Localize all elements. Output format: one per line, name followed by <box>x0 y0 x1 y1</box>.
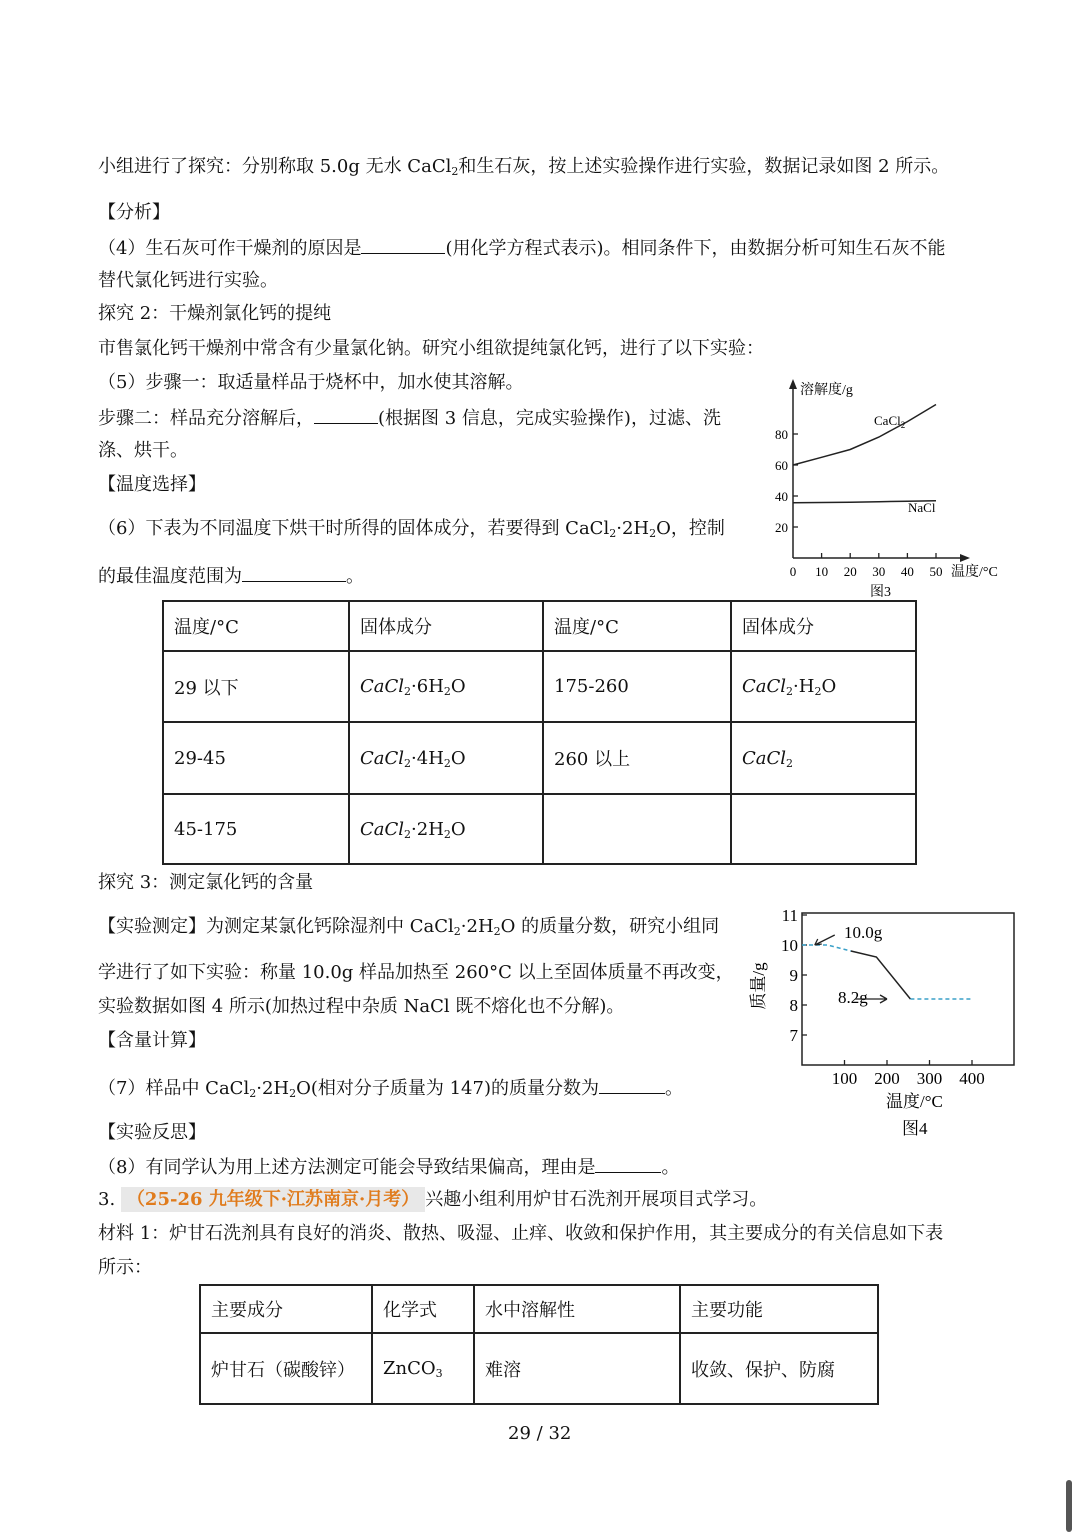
answer-blank[interactable] <box>361 235 445 254</box>
step-2: 步骤二：样品充分溶解后， (根据图 3 信息，完成实验操作)，过滤、洗 <box>98 405 721 431</box>
y-tick-label: 20 <box>775 520 788 535</box>
table-header: 水中溶解性 <box>474 1285 680 1333</box>
table-cell: 收敛、保护、防腐 <box>680 1333 878 1404</box>
table-cell: 29 以下 <box>163 651 349 722</box>
scrollbar[interactable] <box>1066 1480 1072 1532</box>
figure-4-chart <box>740 900 1030 1145</box>
step-2-cont: 涤、烘干。 <box>98 440 188 461</box>
x-tick-label: 200 <box>874 1069 900 1088</box>
y-axis-label: 质量/g <box>749 962 768 1010</box>
answer-blank[interactable] <box>599 1075 665 1094</box>
table-row <box>200 1333 878 1404</box>
y-tick-label: 9 <box>789 966 798 985</box>
x-tick-label: 0 <box>789 564 797 579</box>
question-6-cont: 的最佳温度范围为 。 <box>98 563 364 589</box>
x-axis-label: 温度/°C <box>951 565 998 580</box>
ingredient-table <box>199 1284 879 1405</box>
analysis-heading: 【分析】 <box>98 202 170 223</box>
table-cell: 难溶 <box>474 1333 680 1404</box>
measurement-line-2: 学进行了如下实验：称量 10.0g 样品加热至 260°C 以上至固体质量不再改变， <box>98 962 734 983</box>
table-header: 化学式 <box>372 1285 474 1333</box>
series-label-nacl: NaCl <box>908 500 936 515</box>
mass-curve-dashed-start <box>802 945 851 951</box>
reflection-heading: 【实验反思】 <box>98 1122 206 1143</box>
question-8: （8）有同学认为用上述方法测定可能会导致结果偏高，理由是 。 <box>98 1154 679 1180</box>
source-tag[interactable]: （25-26 九年级下·江苏南京·月考） <box>121 1187 425 1212</box>
table-header: 温度/°C <box>163 601 349 651</box>
explore-2-desc: 市售氯化钙干燥剂中常含有少量氯化钠。研究小组欲提纯氯化钙，进行了以下实验： <box>98 338 764 359</box>
table-cell: $CaCl_2\cdot 4H_2O$ <box>349 722 543 794</box>
calc-heading: 【含量计算】 <box>98 1030 206 1051</box>
x-tick-label: 100 <box>831 1069 858 1088</box>
table-header: 主要功能 <box>680 1285 878 1333</box>
question-5: （5）步骤一：取适量样品于烧杯中，加水使其溶解。 <box>98 372 524 393</box>
table-header-row <box>163 601 916 651</box>
y-tick-label: 11 <box>781 906 798 925</box>
table-cell: 29-45 <box>163 722 349 794</box>
series-line-cacl2 <box>793 405 936 466</box>
y-tick-label: 7 <box>789 1026 798 1045</box>
x-tick-label: 30 <box>872 564 886 579</box>
x-axis-arrow <box>960 554 970 562</box>
annotation-10g: 10.0g <box>844 923 883 942</box>
table-cell <box>731 794 916 864</box>
x-tick-label: 300 <box>916 1069 943 1088</box>
question-4: （4）生石灰可作干燥剂的原因是 (用化学方程式表示)。相同条件下，由数据分析可知生石灰不能 <box>98 235 946 261</box>
x-tick-label: 20 <box>843 564 857 579</box>
explore-2-title: 探究 2：干燥剂氯化钙的提纯 <box>98 303 332 324</box>
page-number: 29 / 32 <box>508 1423 572 1444</box>
temperature-table <box>162 600 917 865</box>
x-tick-label: 400 <box>959 1069 985 1088</box>
table-cell: 260 以上 <box>543 722 731 794</box>
table-cell: $CaCl_2\cdot 2H_2O$ <box>349 794 543 864</box>
table-row <box>163 651 916 722</box>
question-3: 3. （25-26 九年级下·江苏南京·月考） 兴趣小组利用炉甘石洗剂开展项目式学习。 <box>98 1189 768 1210</box>
measurement-line: 【实验测定】为测定某氯化钙除湿剂中 $CaCl_2\cdot 2H_2O$ 的质量分数，研究小组同 <box>98 916 720 938</box>
answer-blank[interactable] <box>595 1154 661 1173</box>
table-cell: 炉甘石（碳酸锌） <box>200 1333 372 1404</box>
measurement-line-3: 实验数据如图 4 所示(加热过程中杂质 NaCl 既不熔化也不分解)。 <box>98 996 625 1017</box>
x-tick-label: 40 <box>900 564 914 579</box>
y-axis-label: 溶解度/g <box>800 383 853 398</box>
annotation-arrow <box>815 935 835 945</box>
series-label-cacl2: CaCl$_2$ <box>874 413 906 430</box>
table-header: 主要成分 <box>200 1285 372 1333</box>
intro-line: 小组进行了探究：分别称取 5.0g 无水 CaCl$_2$和生石灰，按上述实验操作进行实验，数据记录如图 2 所示。 <box>98 156 950 178</box>
answer-blank[interactable] <box>242 563 346 582</box>
table-row <box>163 722 916 794</box>
question-6: （6）下表为不同温度下烘干时所得的固体成分，若要得到 $CaCl_2\cdot 2H_2O$，控制 <box>98 518 725 540</box>
y-tick-label: 8 <box>789 996 798 1015</box>
annotation-8-2g: 8.2g <box>838 988 868 1007</box>
x-axis-label: 温度/°C <box>886 1092 943 1111</box>
y-axis-arrow <box>789 379 797 389</box>
figure-4-caption: 图4 <box>902 1119 928 1138</box>
question-7: （7）样品中 $CaCl_2\cdot 2H_2O$(相对分子质量为 147)的质量分数为 。 <box>98 1075 683 1101</box>
explore-3-title: 探究 3：测定氯化钙的含量 <box>98 872 314 893</box>
y-tick-label: 80 <box>775 427 788 442</box>
table-cell <box>543 794 731 864</box>
table-header: 固体成分 <box>349 601 543 651</box>
question-4-cont: 替代氯化钙进行实验。 <box>98 270 278 291</box>
table-row <box>163 794 916 864</box>
table-cell: $CaCl_2\cdot 6H_2O$ <box>349 651 543 722</box>
table-cell: 175-260 <box>543 651 731 722</box>
x-tick-label: 10 <box>815 564 829 579</box>
table-cell: CaCl$_2$ <box>731 722 916 794</box>
temperature-heading: 【温度选择】 <box>98 474 206 495</box>
y-tick-label: 60 <box>775 458 788 473</box>
answer-blank[interactable] <box>314 405 378 424</box>
table-header-row <box>200 1285 878 1333</box>
table-cell: $CaCl_2\cdot H_2O$ <box>731 651 916 722</box>
figure-3-chart <box>760 375 1060 605</box>
table-header: 温度/°C <box>543 601 731 651</box>
figure-3-caption: 图3 <box>870 585 891 600</box>
material-1: 材料 1：炉甘石洗剂具有良好的消炎、散热、吸湿、止痒、收敛和保护作用，其主要成分的有关信息如下表 <box>98 1223 944 1244</box>
table-header: 固体成分 <box>731 601 916 651</box>
x-tick-label: 50 <box>929 564 943 579</box>
y-tick-label: 40 <box>775 489 788 504</box>
table-cell: 45-175 <box>163 794 349 864</box>
material-1-cont: 所示： <box>98 1257 152 1278</box>
table-cell: ZnCO$_3$ <box>372 1333 474 1404</box>
y-tick-label: 10 <box>781 936 798 955</box>
